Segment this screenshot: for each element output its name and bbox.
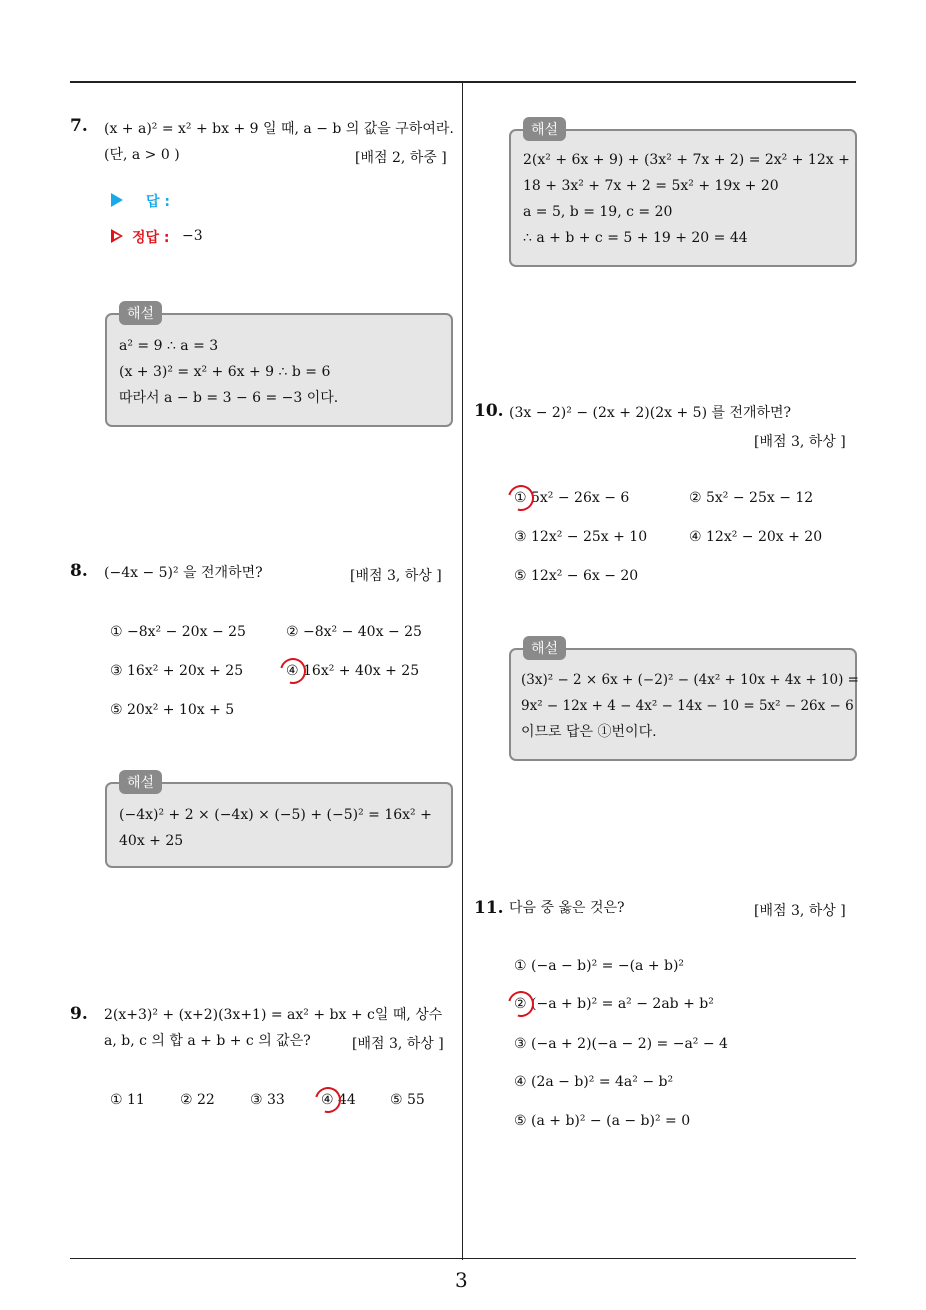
page-number: 3 [455,1268,468,1292]
q7-explanation-line: a² = 9 ∴ a = 3 [119,338,219,354]
q9-number: 9. [70,1004,88,1024]
q8-choice-4[interactable]: ④ 16x² + 40x + 25 [286,663,420,679]
q10-explanation-line: 이므로 답은 ①번이다. [521,724,657,740]
q9-explanation-line: a = 5, b = 19, c = 20 [523,204,673,220]
q9-choice-1[interactable]: ① 11 [110,1092,145,1108]
q9-explanation-tab: 해설 [523,117,566,141]
q7-explanation-tab: 해설 [119,301,162,325]
q7-text-line1: (x + a)² = x² + bx + 9 일 때, a − b 의 값을 구하여라. [104,121,454,137]
q9-explanation-line: ∴ a + b + c = 5 + 19 + 20 = 44 [523,230,748,246]
q9-text-line2: a, b, c 의 합 a + b + c 의 값은? [104,1033,311,1049]
q10-choice-4[interactable]: ④ 12x² − 20x + 20 [689,529,823,545]
top-rule [70,81,856,83]
answer-arrow-icon [111,193,123,207]
q8-explanation-line: (−4x)² + 2 × (−4x) × (−5) + (−5)² = 16x² + [119,807,432,823]
q10-choice-5[interactable]: ⑤ 12x² − 6x − 20 [514,568,639,584]
correct-arrow-icon [111,229,123,243]
q10-choice-3[interactable]: ③ 12x² − 25x + 10 [514,529,648,545]
q9-explanation-line: 2(x² + 6x + 9) + (3x² + 7x + 2) = 2x² + 12x + [523,152,850,168]
q7-explanation-line: (x + 3)² = x² + 6x + 9 ∴ b = 6 [119,364,331,380]
q9-score: [배점 3, 하상 ] [352,1036,444,1052]
q8-answer-mark-icon [275,653,311,689]
q8-text: (−4x − 5)² 을 전개하면? [104,565,263,581]
q10-text: (3x − 2)² − (2x + 2)(2x + 5) 를 전개하면? [509,405,792,421]
q7-explanation-line: 따라서 a − b = 3 − 6 = −3 이다. [119,390,339,406]
q10-explanation-box [509,648,857,761]
q11-number: 11. [474,898,504,918]
q8-explanation-line: 40x + 25 [119,833,184,849]
q10-explanation-line: 9x² − 12x + 4 − 4x² − 14x − 10 = 5x² − 26x − 6 [521,698,854,714]
q11-choice-3[interactable]: ③ (−a + 2)(−a − 2) = −a² − 4 [514,1036,728,1052]
q11-answer-mark-icon [503,986,539,1022]
q7-answer-label: 답 : [146,194,170,210]
q11-choice-4[interactable]: ④ (2a − b)² = 4a² − b² [514,1074,674,1090]
q10-explanation-line: (3x)² − 2 × 6x + (−2)² − (4x² + 10x + 4x + 10) = [521,672,859,688]
q10-answer-mark-icon [503,480,539,516]
q11-choice-2[interactable]: ② (−a + b)² = a² − 2ab + b² [514,996,714,1012]
q10-score: [배점 3, 하상 ] [754,434,846,450]
q8-choice-1[interactable]: ① −8x² − 20x − 25 [110,624,246,640]
q10-explanation-tab: 해설 [523,636,566,660]
q9-explanation-line: 18 + 3x² + 7x + 2 = 5x² + 19x + 20 [523,178,779,194]
q9-choice-3[interactable]: ③ 33 [250,1092,285,1108]
q9-answer-mark-icon [310,1082,346,1118]
q8-choice-5[interactable]: ⑤ 20x² + 10x + 5 [110,702,235,718]
q7-explanation-box [105,313,453,427]
q9-text-line1: 2(x+3)² + (x+2)(3x+1) = ax² + bx + c일 때, 상수 [104,1007,443,1023]
q11-choice-1[interactable]: ① (−a − b)² = −(a + b)² [514,958,685,974]
q9-explanation-box [509,129,857,267]
q10-choice-1[interactable]: ① 5x² − 26x − 6 [514,490,630,506]
column-divider [462,83,463,1260]
q9-choice-5[interactable]: ⑤ 55 [390,1092,425,1108]
q9-choice-2[interactable]: ② 22 [180,1092,215,1108]
q7-number: 7. [70,116,88,136]
q8-choice-2[interactable]: ② −8x² − 40x − 25 [286,624,422,640]
q8-explanation-tab: 해설 [119,770,162,794]
q11-choice-5[interactable]: ⑤ (a + b)² − (a − b)² = 0 [514,1113,691,1129]
bottom-rule [70,1258,856,1259]
q7-text-line2: (단, a > 0 ) [104,147,180,163]
q8-score: [배점 3, 하상 ] [350,568,442,584]
q7-score: [배점 2, 하중 ] [355,150,447,166]
q7-correct-value: −3 [182,228,203,244]
q7-correct-label: 정답 : [132,230,170,246]
q10-number: 10. [474,401,504,421]
q8-explanation-box [105,782,453,868]
q11-text: 다음 중 옳은 것은? [509,900,625,916]
q8-number: 8. [70,561,88,581]
q11-score: [배점 3, 하상 ] [754,903,846,919]
q10-choice-2[interactable]: ② 5x² − 25x − 12 [689,490,814,506]
q9-choice-4[interactable]: ④ 44 [321,1092,356,1108]
q8-choice-3[interactable]: ③ 16x² + 20x + 25 [110,663,244,679]
